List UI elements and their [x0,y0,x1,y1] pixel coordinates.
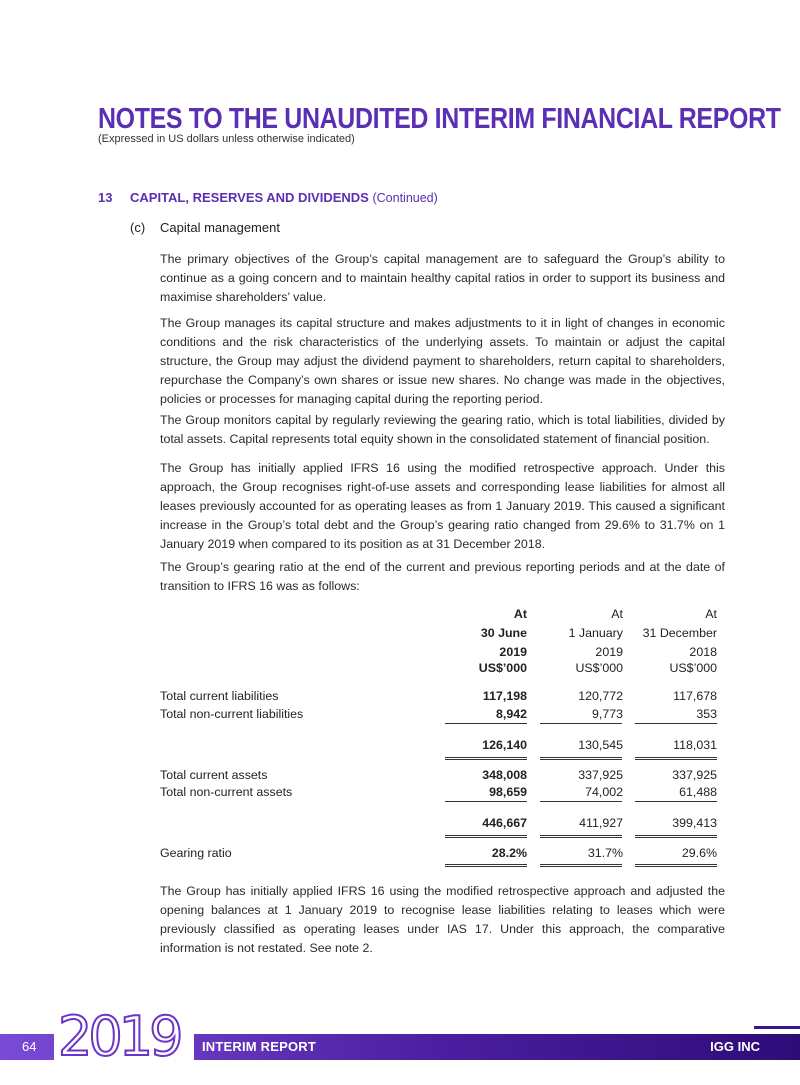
table-cell: 117,198 [482,689,527,703]
row-label-current-liabilities: Total current liabilities [160,689,279,703]
table-cell: 31.7% [587,846,623,860]
table-cell: 61,488 [679,785,717,799]
table-cell: 411,927 [579,816,623,830]
table-cell: 28.2% [491,846,527,860]
page-title: NOTES TO THE UNAUDITED INTERIM FINANCIAL REPORT [98,103,781,135]
paragraph-objectives: The primary objectives of the Group’s capital management are to safeguard the Group’s ability to continue as a going concern and to maintain healthy capital ratios in order to support its business and maximise shareholders’ value. [160,252,725,305]
table-cell: 399,413 [672,816,717,830]
divider [445,723,527,724]
table-cell: 9,773 [591,707,623,721]
section-continued: (Continued) [372,191,438,205]
divider [635,723,717,724]
paragraph-ifrs16: The Group has initially applied IFRS 16 using the modified retrospective approach. Under this approach, the Group recognises right-of-use assets and corresponding lease liabilities for almost all leases previously accounted for as operating leases as from 1 January 2019. This caused a significant increase in the Group’s total debt and the Group’s gearing ratio changed from 29.6% to 31.7% on 1 January 2019 when compared to its position as at 31 December 2018. [160,461,725,552]
col3-header-date: 31 December [642,626,717,640]
footer-accent-line [754,1026,800,1029]
row-label-noncurrent-assets: Total non-current assets [160,785,293,799]
table-cell: 98,659 [489,785,527,799]
double-divider [540,835,622,838]
col3-header-unit: US$’000 [669,661,717,675]
divider [445,801,527,802]
table-cell: 74,002 [585,785,623,799]
paragraph-gearing-intro: The Group’s gearing ratio at the end of the current and previous reporting periods and at the date of transition to IFRS 16 was as follows: [160,560,725,594]
table-cell: 348,008 [482,768,527,782]
section-title: CAPITAL, RESERVES AND DIVIDENDS [130,190,369,205]
table-cell: 353 [696,707,717,721]
section-number: 13 [98,190,113,205]
table-cell: 337,925 [578,768,623,782]
col2-header-date: 1 January [568,626,623,640]
col3-header-year: 2018 [689,645,717,659]
divider [540,801,622,802]
footer-company-name: IGG INC [710,1039,760,1054]
double-divider [445,757,527,760]
table-cell: 8,942 [495,707,527,721]
col2-header-unit: US$’000 [575,661,623,675]
double-divider [635,835,717,838]
double-divider [635,864,717,867]
row-label-gearing-ratio: Gearing ratio [160,846,232,860]
subsection-letter: (c) [130,220,146,235]
paragraph-monitoring: The Group monitors capital by regularly reviewing the gearing ratio, which is total liabilities, divided by total assets. Capital represents total equity shown in the consolidated statement of financial position. [160,413,725,447]
divider [635,801,717,802]
col1-header-unit: US$’000 [478,661,527,675]
divider [540,723,622,724]
footer-report-label: INTERIM REPORT [202,1039,317,1054]
col1-header-date: 30 June [480,626,527,640]
double-divider [445,835,527,838]
double-divider [445,864,527,867]
row-label-current-assets: Total current assets [160,768,268,782]
page-subtitle: (Expressed in US dollars unless otherwise indicated) [98,133,355,145]
table-cell: 337,925 [672,768,717,782]
col1-header-at: At [513,607,527,621]
table-cell: 118,031 [673,738,717,752]
table-cell: 130,545 [578,738,623,752]
table-cell: 117,678 [673,689,717,703]
table-cell: 29.6% [681,846,717,860]
double-divider [540,757,622,760]
double-divider [635,757,717,760]
paragraph-ifrs16-closing: The Group has initially applied IFRS 16 using the modified retrospective approach and adjusted the opening balances at 1 January 2019 to recognise lease liabilities relating to leases which were previously classified as operating leases under IAS 17. Under this approach, the comparative information is not restated. See note 2. [160,884,725,956]
col3-header-at: At [705,607,717,621]
table-cell: 126,140 [482,738,527,752]
table-cell: 120,772 [578,689,623,703]
subsection-title: Capital management [160,220,280,235]
double-divider [540,864,622,867]
year-logo: 2019 [58,1005,180,1068]
table-cell: 446,667 [482,816,527,830]
page-number: 64 [22,1039,37,1054]
col2-header-year: 2019 [595,645,623,659]
paragraph-structure: The Group manages its capital structure and makes adjustments to it in light of changes in economic conditions and the risk characteristics of the underlying assets. To maintain or adjust the capital structure, the Group may adjust the dividend payment to shareholders, return capital to shareholders, repurchase the Company’s own shares or issue new shares. No change was made in the objectives, policies or processes for managing capital during the reporting period. [160,316,725,407]
row-label-noncurrent-liabilities: Total non-current liabilities [160,707,304,721]
col1-header-year: 2019 [499,645,527,659]
col2-header-at: At [611,607,623,621]
